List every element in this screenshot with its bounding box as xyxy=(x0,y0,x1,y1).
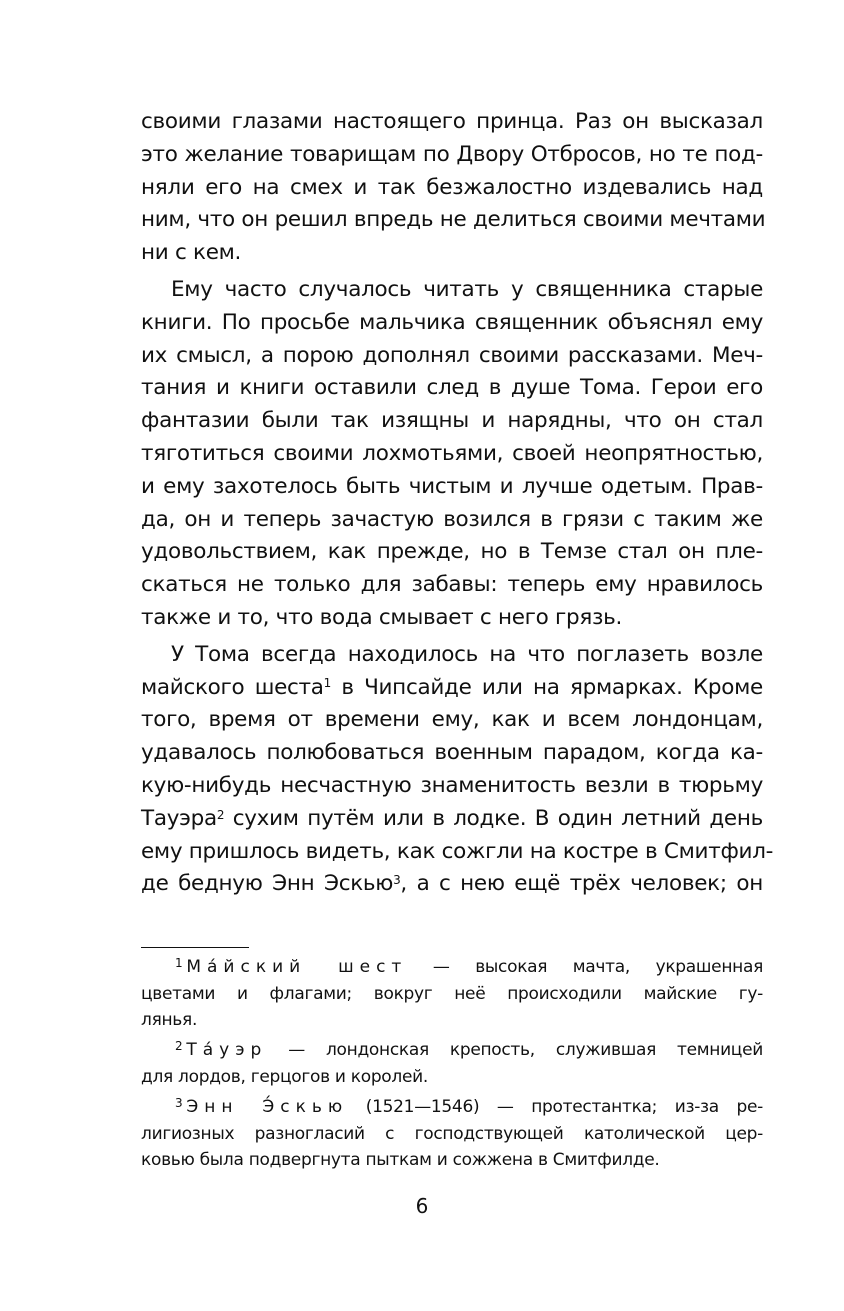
text-line: тяготиться своими лохмотьями, своей неопрятностью, xyxy=(141,440,763,466)
text-line: для лордов, герцогов и королей. xyxy=(141,1067,428,1087)
text-line xyxy=(141,1037,763,1064)
text-line: цветами и флагами; вокруг неё происходили майские гу- xyxy=(141,984,763,1004)
text-line: да, он и теперь зачастую возился в грязи с таким же xyxy=(141,506,763,532)
text-fragment: Тауэра xyxy=(141,805,217,831)
text-line xyxy=(141,954,763,981)
footnote-3 xyxy=(141,1094,763,1173)
text-fragment: де бедную Энн Эскью xyxy=(141,871,394,897)
page-number: 6 xyxy=(415,1194,429,1218)
footnote-term: Ма́йский шест xyxy=(186,957,408,977)
text-line: Ему часто случалось читать у священника старые xyxy=(171,276,763,302)
text-line: ни с кем. xyxy=(141,240,242,266)
text-line: своими глазами настоящего принца. Раз он высказал xyxy=(141,109,763,134)
main-text xyxy=(141,106,774,905)
text-line: это желание товарищам по Двору Отбросов, но те под- xyxy=(141,141,763,167)
text-fragment: майского шеста xyxy=(141,674,324,700)
text-line: У Тома всегда находилось на что поглазеть возле xyxy=(171,641,763,667)
footnotes xyxy=(141,954,763,1177)
paragraph-1 xyxy=(141,106,766,270)
text-fragment: — лондонская крепость, служившая темницей xyxy=(267,1040,763,1060)
text-line: ему пришлось видеть, как сожгли на костре в Смитфил- xyxy=(141,838,774,864)
text-line: фантазии были так изящны и нарядны, что он стал xyxy=(141,408,763,434)
footnote-term: Энн Э́скью xyxy=(186,1097,349,1117)
footnote-2 xyxy=(141,1037,763,1090)
text-line xyxy=(141,868,763,901)
paragraph-3 xyxy=(141,639,774,901)
footnote-divider xyxy=(141,947,249,948)
text-fragment: сухим путём или в лодке. В один летний день xyxy=(224,805,763,831)
footnote-number: 3 xyxy=(175,1096,183,1110)
footnote-number: 2 xyxy=(175,1039,183,1053)
text-line: лянья. xyxy=(141,1010,198,1030)
text-line: их смысл, а порою дополнял своими рассказами. Меч- xyxy=(141,342,763,368)
text-line: также и то, что вода смывает с него грязь. xyxy=(141,604,623,630)
footnote-term: Та́уэр xyxy=(186,1040,268,1060)
footnote-ref-2[interactable]: 2 xyxy=(216,807,225,822)
text-line xyxy=(141,672,763,705)
text-line: книги. По просьбе мальчика священник объяснял ему xyxy=(141,309,763,335)
footnote-1 xyxy=(141,954,763,1033)
footnote-number: 1 xyxy=(175,956,183,970)
text-fragment: в Чипсайде или на ярмарках. Кроме xyxy=(331,674,763,700)
text-line: удовольствием, как прежде, но в Темзе стал он пле- xyxy=(141,539,763,565)
text-fragment: , а с нею ещё трёх человек; он xyxy=(400,871,763,897)
text-line: тания и книги оставили след в душе Тома. Герои его xyxy=(141,375,763,401)
text-line: и ему захотелось быть чистым и лучше одетым. Прав- xyxy=(141,473,763,499)
text-line xyxy=(141,1094,763,1121)
text-line: няли его на смех и так безжалостно издевались над xyxy=(141,174,763,200)
text-line: ковью была подвергнута пыткам и сожжена в Смитфилде. xyxy=(141,1150,660,1170)
footnote-ref-1[interactable]: 1 xyxy=(323,676,331,691)
text-line: кую-нибудь несчастную знаменитость везли в тюрьму xyxy=(141,772,763,798)
text-line xyxy=(141,803,763,836)
text-line: лигиозных разногласий с господствующей католической цер- xyxy=(141,1124,763,1144)
text-line: скаться не только для забавы: теперь ему нравилось xyxy=(141,572,763,598)
text-fragment: (1521—1546) — протестантка; из-за ре- xyxy=(348,1097,763,1117)
footnote-ref-3[interactable]: 3 xyxy=(393,873,401,888)
paragraph-2 xyxy=(141,274,763,635)
text-line: ним, что он решил впредь не делиться своими мечтами xyxy=(141,207,766,233)
text-line: того, время от времени ему, как и всем лондонцам, xyxy=(141,707,763,733)
text-fragment: — высокая мачта, украшенная xyxy=(407,957,763,977)
text-line: удавалось полюбоваться военным парадом, когда ка- xyxy=(141,740,763,766)
